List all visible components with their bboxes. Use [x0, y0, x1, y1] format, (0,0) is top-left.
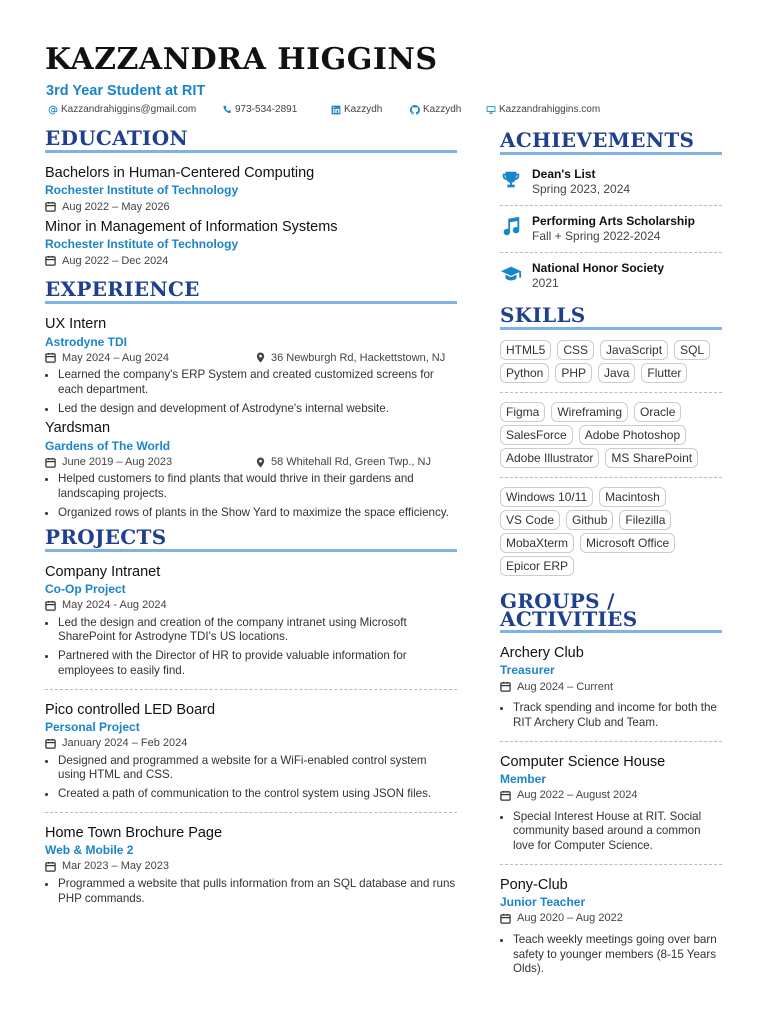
- achievement-name: National Honor Society: [532, 261, 665, 275]
- trophy-icon: [500, 169, 522, 191]
- date-range: [500, 679, 722, 696]
- skill-tag: HTML5: [500, 340, 551, 360]
- divider: [500, 477, 722, 478]
- calendar-icon: [45, 738, 56, 749]
- date-range: [45, 858, 457, 875]
- date-text: Aug 2022 – August 2024: [517, 789, 638, 802]
- project-name: Home Town Brochure Page: [45, 824, 223, 841]
- group-role: Junior Teacher: [500, 895, 586, 910]
- calendar-icon: [45, 255, 56, 266]
- skill-tag: Adobe Photoshop: [579, 425, 686, 445]
- achievement-detail: Spring 2023, 2024: [532, 182, 631, 196]
- skills-section: [500, 305, 722, 576]
- education-item: [45, 219, 457, 269]
- location-text: 36 Newburgh Rd, Hackettstown, NJ: [271, 351, 446, 364]
- calendar-icon: [500, 790, 511, 801]
- calendar-icon: [45, 861, 56, 872]
- achievement-name: Dean's List: [532, 167, 596, 181]
- group-name: Computer Science House: [500, 753, 666, 770]
- skill-tag: Wireframing: [551, 402, 628, 422]
- achievement-detail: Fall + Spring 2022-2024: [532, 229, 661, 243]
- contact-email-text: Kazzandrahiggins@gmail.com: [61, 104, 197, 115]
- project-type: Personal Project: [45, 719, 140, 734]
- experience-item: [45, 420, 457, 520]
- date-text: Aug 2024 – Current: [517, 680, 614, 693]
- date-range: [45, 199, 457, 216]
- skill-group-tools: [500, 487, 722, 576]
- divider: [500, 741, 722, 742]
- skill-tag: Figma: [500, 402, 545, 422]
- bullet-list: [500, 933, 722, 977]
- date-text: June 2019 – Aug 2023: [62, 455, 173, 468]
- date-range: [45, 253, 457, 270]
- skill-tag: CSS: [557, 340, 594, 360]
- bullet-item: • Teach weekly meetings going over barn safety to younger members (8-15 Years Olds).: [513, 933, 722, 977]
- skill-tag: Adobe Illustrator: [500, 448, 599, 468]
- bullet-list: [45, 616, 457, 679]
- right-column: [500, 130, 722, 981]
- experience-section: [45, 279, 457, 520]
- github-icon: [410, 105, 420, 115]
- linkedin-icon: [331, 105, 341, 115]
- skill-tag: Flutter: [641, 363, 687, 383]
- company-name: Astrodyne TDI: [45, 334, 128, 349]
- contact-website[interactable]: [486, 104, 600, 115]
- contact-phone[interactable]: [222, 104, 297, 115]
- achievement-name: Performing Arts Scholarship: [532, 214, 695, 228]
- skill-group-design: [500, 402, 722, 468]
- graduation-cap-icon: [500, 263, 522, 285]
- bullet-item: • Created a path of communication to the control system using JSON files.: [58, 787, 457, 802]
- skill-tag: VS Code: [500, 510, 560, 530]
- skill-tag: Oracle: [634, 402, 681, 422]
- group-item: [500, 877, 722, 977]
- skill-tag: SalesForce: [500, 425, 573, 445]
- job-title: Yardsman: [45, 420, 111, 437]
- bullet-item: • Learned the company's ERP System and created customized screens for each department.: [58, 368, 457, 397]
- divider: [500, 205, 722, 206]
- contact-linkedin[interactable]: [331, 104, 382, 115]
- calendar-icon: [45, 352, 56, 363]
- location: [255, 454, 431, 471]
- achievement-detail: 2021: [532, 276, 559, 290]
- date-range: [45, 454, 457, 471]
- contact-website-text: Kazzandrahiggins.com: [499, 104, 601, 115]
- job-title: UX Intern: [45, 316, 107, 333]
- date-range: [500, 787, 722, 804]
- divider: [500, 252, 722, 253]
- bullet-item: • Organized rows of plants in the Show Yard to maximize the space efficiency.: [58, 506, 457, 521]
- company-name: Gardens of The World: [45, 438, 171, 453]
- bullet-item: • Led the design and creation of the company intranet using Microsoft SharePoint for Astrodyne TDI's US locations.: [58, 616, 457, 645]
- project-item: [45, 564, 457, 679]
- bullet-list: [45, 754, 457, 802]
- achievement-item: [500, 167, 722, 197]
- date-range: [500, 910, 722, 927]
- group-item: [500, 754, 722, 854]
- degree-title: Bachelors in Human-Centered Computing: [45, 165, 315, 181]
- project-type: Co-Op Project: [45, 582, 126, 597]
- school-name: Rochester Institute of Technology: [45, 183, 239, 198]
- project-type: Web & Mobile 2: [45, 843, 134, 858]
- date-text: Mar 2023 – May 2023: [62, 860, 170, 873]
- date-text: Aug 2022 – Dec 2024: [62, 254, 169, 267]
- bullet-list: [45, 472, 457, 520]
- experience-heading: EXPERIENCE: [45, 279, 457, 304]
- education-item: [45, 165, 457, 215]
- date-text: Aug 2020 – Aug 2022: [517, 912, 623, 925]
- group-name: Archery Club: [500, 645, 584, 661]
- skill-tag: MS SharePoint: [605, 448, 698, 468]
- bullet-item: • Programmed a website that pulls information from an SQL database and runs PHP commands.: [58, 877, 457, 906]
- bullet-item: • Helped customers to find plants that would thrive in their gardens and landscaping projects.: [58, 472, 457, 501]
- date-range: [45, 350, 457, 367]
- calendar-icon: [500, 913, 511, 924]
- divider: [500, 864, 722, 865]
- date-text: January 2024 – Feb 2024: [62, 737, 188, 750]
- skill-tag: Windows 10/11: [500, 487, 593, 507]
- skill-tag: Filezilla: [619, 510, 671, 530]
- bullet-list: [45, 877, 457, 906]
- at-icon: [48, 105, 58, 115]
- skill-tag: JavaScript: [600, 340, 668, 360]
- achievements-section: [500, 130, 722, 291]
- projects-section: [45, 524, 457, 907]
- contact-bar: [46, 104, 726, 120]
- resume-tagline: 3rd Year Student at RIT: [46, 83, 206, 99]
- bullet-list: [500, 810, 722, 854]
- bullet-item: • Track spending and income for both the RIT Archery Club and Team.: [513, 701, 722, 730]
- experience-item: [45, 316, 457, 416]
- bullet-list: [500, 701, 722, 730]
- bullet-item: • Designed and programmed a website for a WiFi-enabled control system using HTML and CSS.: [58, 754, 457, 783]
- contact-phone-text: 973-534-2891: [235, 104, 298, 115]
- degree-title: Minor in Management of Information Systems: [45, 219, 338, 236]
- skill-tag: Github: [566, 510, 613, 530]
- divider: [45, 689, 457, 690]
- date-range: [45, 735, 457, 752]
- calendar-icon: [45, 457, 56, 468]
- skill-tag: Python: [500, 363, 549, 383]
- skill-tag: MobaXterm: [500, 533, 574, 553]
- bullet-item: • Partnered with the Director of HR to provide valuable information for employees to easily find.: [58, 649, 457, 678]
- divider: [45, 812, 457, 813]
- contact-github[interactable]: [410, 104, 461, 115]
- project-item: [45, 825, 457, 907]
- skill-tag: Java: [598, 363, 635, 383]
- calendar-icon: [45, 201, 56, 212]
- phone-icon: [222, 105, 232, 115]
- calendar-icon: [45, 600, 56, 611]
- resume-name: KAZZANDRA HIGGINS: [45, 42, 438, 77]
- group-role: Treasurer: [500, 663, 555, 678]
- school-name: Rochester Institute of Technology: [45, 237, 239, 252]
- divider: [500, 392, 722, 393]
- left-column: [45, 128, 457, 910]
- project-name: Company Intranet: [45, 563, 161, 580]
- skill-tag: PHP: [555, 363, 592, 383]
- skills-heading: SKILLS: [500, 305, 722, 330]
- skill-tag: Microsoft Office: [580, 533, 675, 553]
- music-note-icon: [500, 216, 522, 238]
- achievements-heading: ACHIEVEMENTS: [500, 130, 722, 155]
- project-item: [45, 702, 457, 802]
- location-text: 58 Whitehall Rd, Green Twp., NJ: [271, 455, 431, 468]
- calendar-icon: [500, 681, 511, 692]
- education-heading: EDUCATION: [45, 128, 457, 153]
- contact-github-text: Kazzydh: [423, 104, 462, 115]
- group-item: [500, 645, 722, 731]
- groups-section: [500, 589, 722, 977]
- projects-heading: PROJECTS: [45, 527, 457, 552]
- date-text: Aug 2022 – May 2026: [62, 200, 170, 213]
- skill-tag: Macintosh: [599, 487, 666, 507]
- location: [255, 350, 445, 367]
- group-name: Pony-Club: [500, 876, 568, 893]
- date-text: May 2024 - Aug 2024: [62, 599, 167, 612]
- skill-tag: SQL: [674, 340, 710, 360]
- skill-group-languages: [500, 340, 722, 383]
- map-pin-icon: [255, 457, 266, 468]
- contact-email[interactable]: [48, 104, 196, 115]
- group-role: Member: [500, 771, 547, 786]
- bullet-list: [45, 368, 457, 416]
- achievement-item: [500, 214, 722, 244]
- bullet-item: • Special Interest House at RIT. Social community based around a common love for Computer Science.: [513, 810, 722, 854]
- groups-heading: GROUPS / ACTIVITIES: [500, 592, 722, 633]
- skill-tag: Epicor ERP: [500, 556, 574, 576]
- date-text: May 2024 – Aug 2024: [62, 351, 170, 364]
- date-range: [45, 597, 457, 614]
- achievement-item: [500, 261, 722, 291]
- education-section: [45, 128, 457, 269]
- monitor-icon: [486, 105, 496, 115]
- contact-linkedin-text: Kazzydh: [344, 104, 383, 115]
- map-pin-icon: [255, 352, 266, 363]
- bullet-item: • Led the design and development of Astrodyne's internal website.: [58, 402, 457, 417]
- project-name: Pico controlled LED Board: [45, 701, 216, 718]
